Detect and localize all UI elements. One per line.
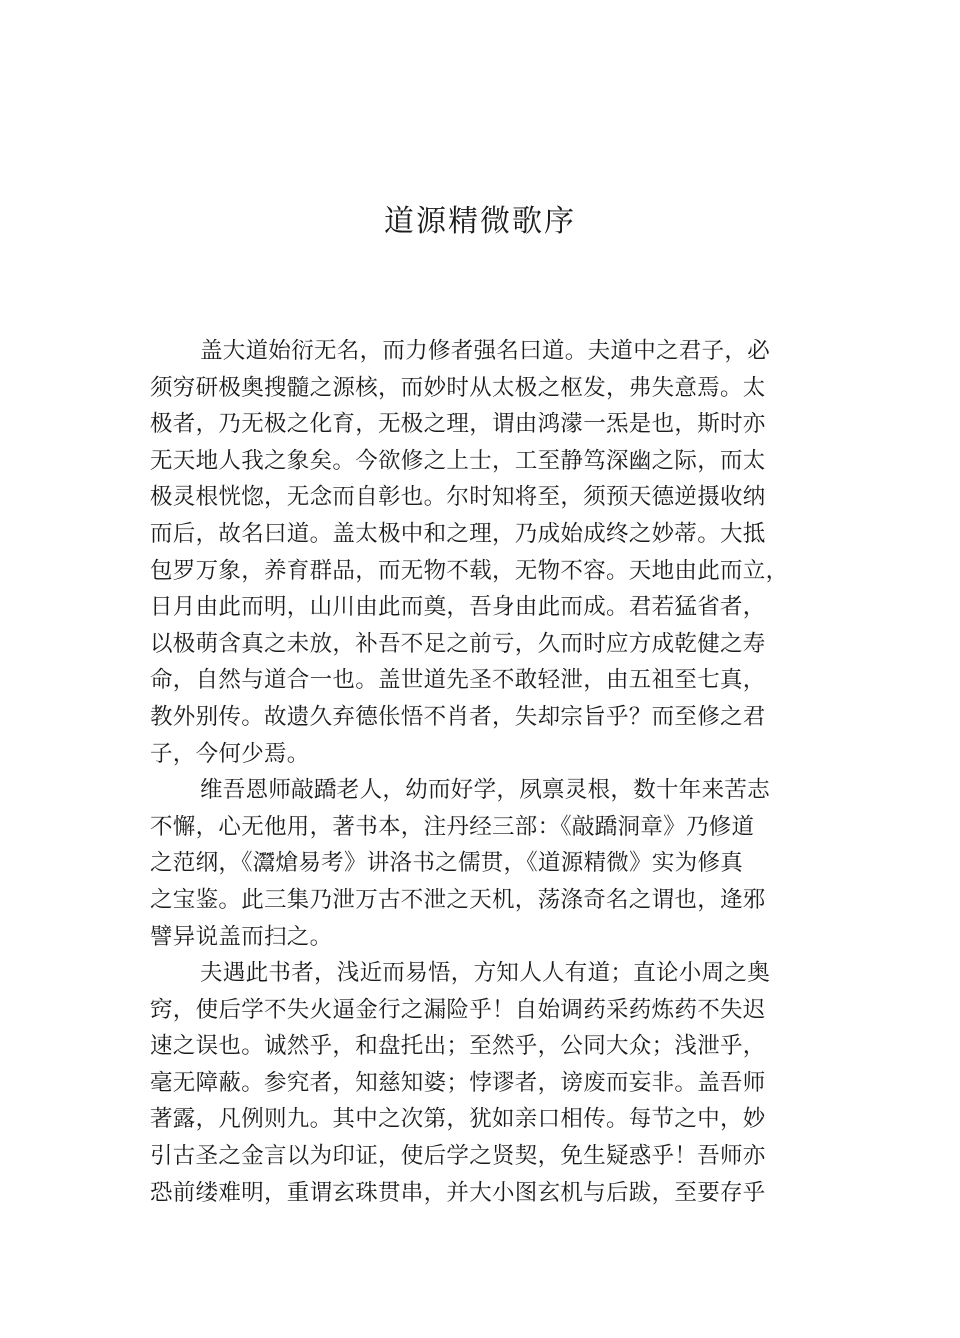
text-line: 速之误也。诚然乎，和盘托出；至然乎，公同大众；浅泄乎， <box>150 1033 766 1060</box>
text-line: 无天地人我之象矣。今欲修之上士，工至静笃深幽之际，而太 <box>150 447 766 474</box>
text-line: 包罗万象，养育群品，而无物不载，无物不容。天地由此而立， <box>150 557 789 584</box>
text-line: 以极萌含真之未放，补吾不足之前亏，久而时应方成乾健之寿 <box>150 630 766 657</box>
text-line: 子，今何少焉。 <box>150 740 310 767</box>
text-line: 须穷研极奥搜髓之源核，而妙时从太极之枢发，弗失意焉。太 <box>150 374 766 401</box>
paragraph-2 <box>150 772 790 955</box>
text-line: 夫遇此书者，浅近而易悟，方知人人有道；直论小周之奥 <box>200 960 771 987</box>
text-line: 之宝鉴。此三集乃泄万古不泄之天机，荡涤奇名之谓也，逄邪 <box>150 886 766 913</box>
page-title: 道源精微歌序 <box>384 204 576 239</box>
text-line: 之范纲，《灊熗易考》讲洛书之儒贯，《道源精微》实为修真 <box>150 850 744 877</box>
paragraph-3 <box>150 955 790 1211</box>
text-line: 极者，乃无极之化育，无极之理，谓由鸿濛一炁是也，斯时亦 <box>150 411 766 438</box>
paragraph-1 <box>150 333 790 772</box>
text-line: 维吾恩师敲蹻老人，幼而好学，夙禀灵根，数十年来苦志 <box>200 777 771 804</box>
text-line: 盖大道始衍无名，而力修者强名曰道。夫道中之君子，必 <box>200 338 771 364</box>
text-line: 而后，故名曰道。盖太极中和之理，乃成始成终之妙蒂。大抵 <box>150 520 766 547</box>
preface-body <box>150 333 790 1211</box>
text-line: 教外别传。故遗久弃德伥悟不肖者，失却宗旨乎？而至修之君 <box>150 703 766 730</box>
text-line: 譬异说盖而扫之。 <box>150 923 333 950</box>
text-line: 极灵根恍惚，无念而自彰也。尔时知将至，须预天德逆摄收纳 <box>150 484 766 511</box>
text-line: 日月由此而明，山川由此而奠，吾身由此而成。君若猛省者， <box>150 594 766 621</box>
text-line: 不懈，心无他用，著书本，注丹经三部：《敲蹻洞章》乃修道 <box>150 813 755 840</box>
text-line: 恐前缕难明，重谓玄珠贯串，并大小图玄机与后跋，至要存乎 <box>150 1179 766 1206</box>
text-line: 引古圣之金言以为印证，使后学之贤契，免生疑惑乎！吾师亦 <box>150 1143 766 1170</box>
text-line: 窍，使后学不失火逼金行之漏险乎！自始调药采药炼药不失迟 <box>150 996 766 1023</box>
text-line: 毫无障蔽。参究者，知慈知婆；悖谬者，谤废而妄非。盖吾师 <box>150 1069 766 1096</box>
text-line: 命，自然与道合一也。盖世道先圣不敢轻泄，由五祖至七真， <box>150 667 766 694</box>
text-line: 著露，凡例则九。其中之次第，犹如亲口相传。每节之中，妙 <box>150 1106 766 1133</box>
